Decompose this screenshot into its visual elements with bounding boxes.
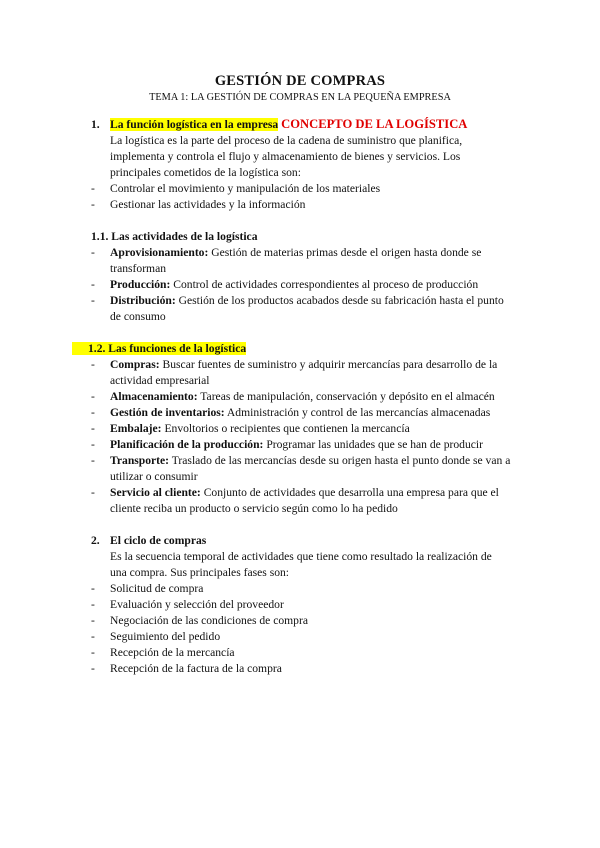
section-1-1-heading: 1.1. Las actividades de la logística — [91, 230, 258, 243]
list-item-text: Envoltorios o recipientes que contienen la mercancía — [164, 422, 410, 435]
bullet-dash: - — [91, 294, 95, 307]
list-item-text: Traslado de las mercancías desde su origen hasta el punto donde se van a — [171, 454, 511, 467]
list-item-term: Almacenamiento: — [110, 390, 198, 403]
paragraph-line: La logística es la parte del proceso de la cadena de suministro que planifica, — [110, 134, 463, 147]
list-item — [110, 485, 499, 501]
bullet-dash: - — [91, 646, 95, 659]
list-item-text: Administración y control de las mercancías almacenadas — [226, 406, 491, 419]
list-item — [110, 293, 504, 309]
list-item — [110, 277, 478, 293]
list-item: Negociación de las condiciones de compra — [110, 614, 308, 627]
list-item: Controlar el movimiento y manipulación de los materiales — [110, 182, 381, 195]
bullet-dash: - — [91, 198, 95, 211]
list-item-term: Servicio al cliente: — [110, 486, 201, 499]
bullet-dash: - — [91, 182, 95, 195]
paragraph-line: una compra. Sus principales fases son: — [110, 566, 290, 579]
bullet-dash: - — [91, 278, 95, 291]
list-item — [110, 437, 483, 453]
paragraph-line: Es la secuencia temporal de actividades que tiene como resultado la realización de — [110, 550, 492, 563]
list-item — [110, 405, 490, 421]
bullet-dash: - — [91, 422, 95, 435]
section-1-number: 1. — [91, 118, 100, 131]
list-item-text: Conjunto de actividades que desarrolla una empresa para que el — [203, 486, 499, 499]
list-item: Evaluación y selección del proveedor — [110, 598, 284, 611]
bullet-dash: - — [91, 486, 95, 499]
section-1-heading: La función logística en la empresa — [110, 118, 279, 131]
list-item-text: Tareas de manipulación, conservación y depósito en el almacén — [200, 390, 495, 403]
section-2-heading: El ciclo de compras — [110, 534, 207, 547]
list-item-term: Embalaje: — [110, 422, 162, 435]
bullet-dash: - — [91, 598, 95, 611]
list-item: Seguimiento del pedido — [110, 630, 221, 643]
list-item: Gestionar las actividades y la información — [110, 198, 306, 211]
bullet-dash: - — [91, 438, 95, 451]
list-item-continuation: transforman — [110, 262, 167, 275]
bullet-dash: - — [91, 358, 95, 371]
list-item — [110, 421, 410, 437]
list-item-continuation: actividad empresarial — [110, 374, 210, 387]
list-item-continuation: de consumo — [110, 310, 166, 323]
list-item-text: Programar las unidades que se han de producir — [266, 438, 483, 451]
bullet-dash: - — [91, 582, 95, 595]
bullet-dash: - — [91, 390, 95, 403]
bullet-dash: - — [91, 246, 95, 259]
list-item-continuation: utilizar o consumir — [110, 470, 198, 483]
list-item-continuation: cliente reciba un producto o servicio según como lo ha pedido — [110, 502, 398, 515]
list-item-term: Planificación de la producción: — [110, 438, 264, 451]
list-item-term: Gestión de inventarios: — [110, 406, 225, 419]
list-item — [110, 357, 497, 373]
list-item — [110, 245, 481, 261]
bullet-dash: - — [91, 630, 95, 643]
list-item: Solicitud de compra — [110, 582, 204, 595]
list-item-text: Buscar fuentes de suministro y adquirir mercancías para desarrollo de la — [162, 358, 498, 371]
list-item: Recepción de la mercancía — [110, 646, 235, 659]
bullet-dash: - — [91, 406, 95, 419]
section-1-2-heading-row — [72, 341, 246, 357]
list-item — [110, 453, 510, 469]
list-item-term: Producción: — [110, 278, 171, 291]
list-item-text: Control de actividades correspondientes al proceso de producción — [173, 278, 479, 291]
list-item-text: Gestión de materias primas desde el origen hasta donde se — [211, 246, 482, 259]
list-item-text: Gestión de los productos acabados desde su fabricación hasta el punto — [178, 294, 504, 307]
section-1-accent: CONCEPTO DE LA LOGÍSTICA — [281, 117, 468, 131]
list-item-term: Transporte: — [110, 454, 170, 467]
list-item-term: Compras: — [110, 358, 160, 371]
document-title: GESTIÓN DE COMPRAS — [214, 73, 386, 89]
document-subtitle: TEMA 1: LA GESTIÓN DE COMPRAS EN LA PEQUEÑA EMPRESA — [149, 92, 451, 103]
list-item-term: Aprovisionamiento: — [110, 246, 209, 259]
section-2-number: 2. — [91, 534, 100, 547]
section-1-heading-row — [110, 116, 467, 133]
list-item-term: Distribución: — [110, 294, 176, 307]
bullet-dash: - — [91, 662, 95, 675]
paragraph-line: implementa y controla el flujo y almacenamiento de bienes y servicios. Los — [110, 150, 461, 163]
bullet-dash: - — [91, 454, 95, 467]
paragraph-line: principales cometidos de la logística son: — [110, 166, 301, 179]
list-item: Recepción de la factura de la compra — [110, 662, 282, 675]
section-1-2-heading: 1.2. Las funciones de la logística — [72, 342, 246, 355]
bullet-dash: - — [91, 614, 95, 627]
list-item — [110, 389, 495, 405]
